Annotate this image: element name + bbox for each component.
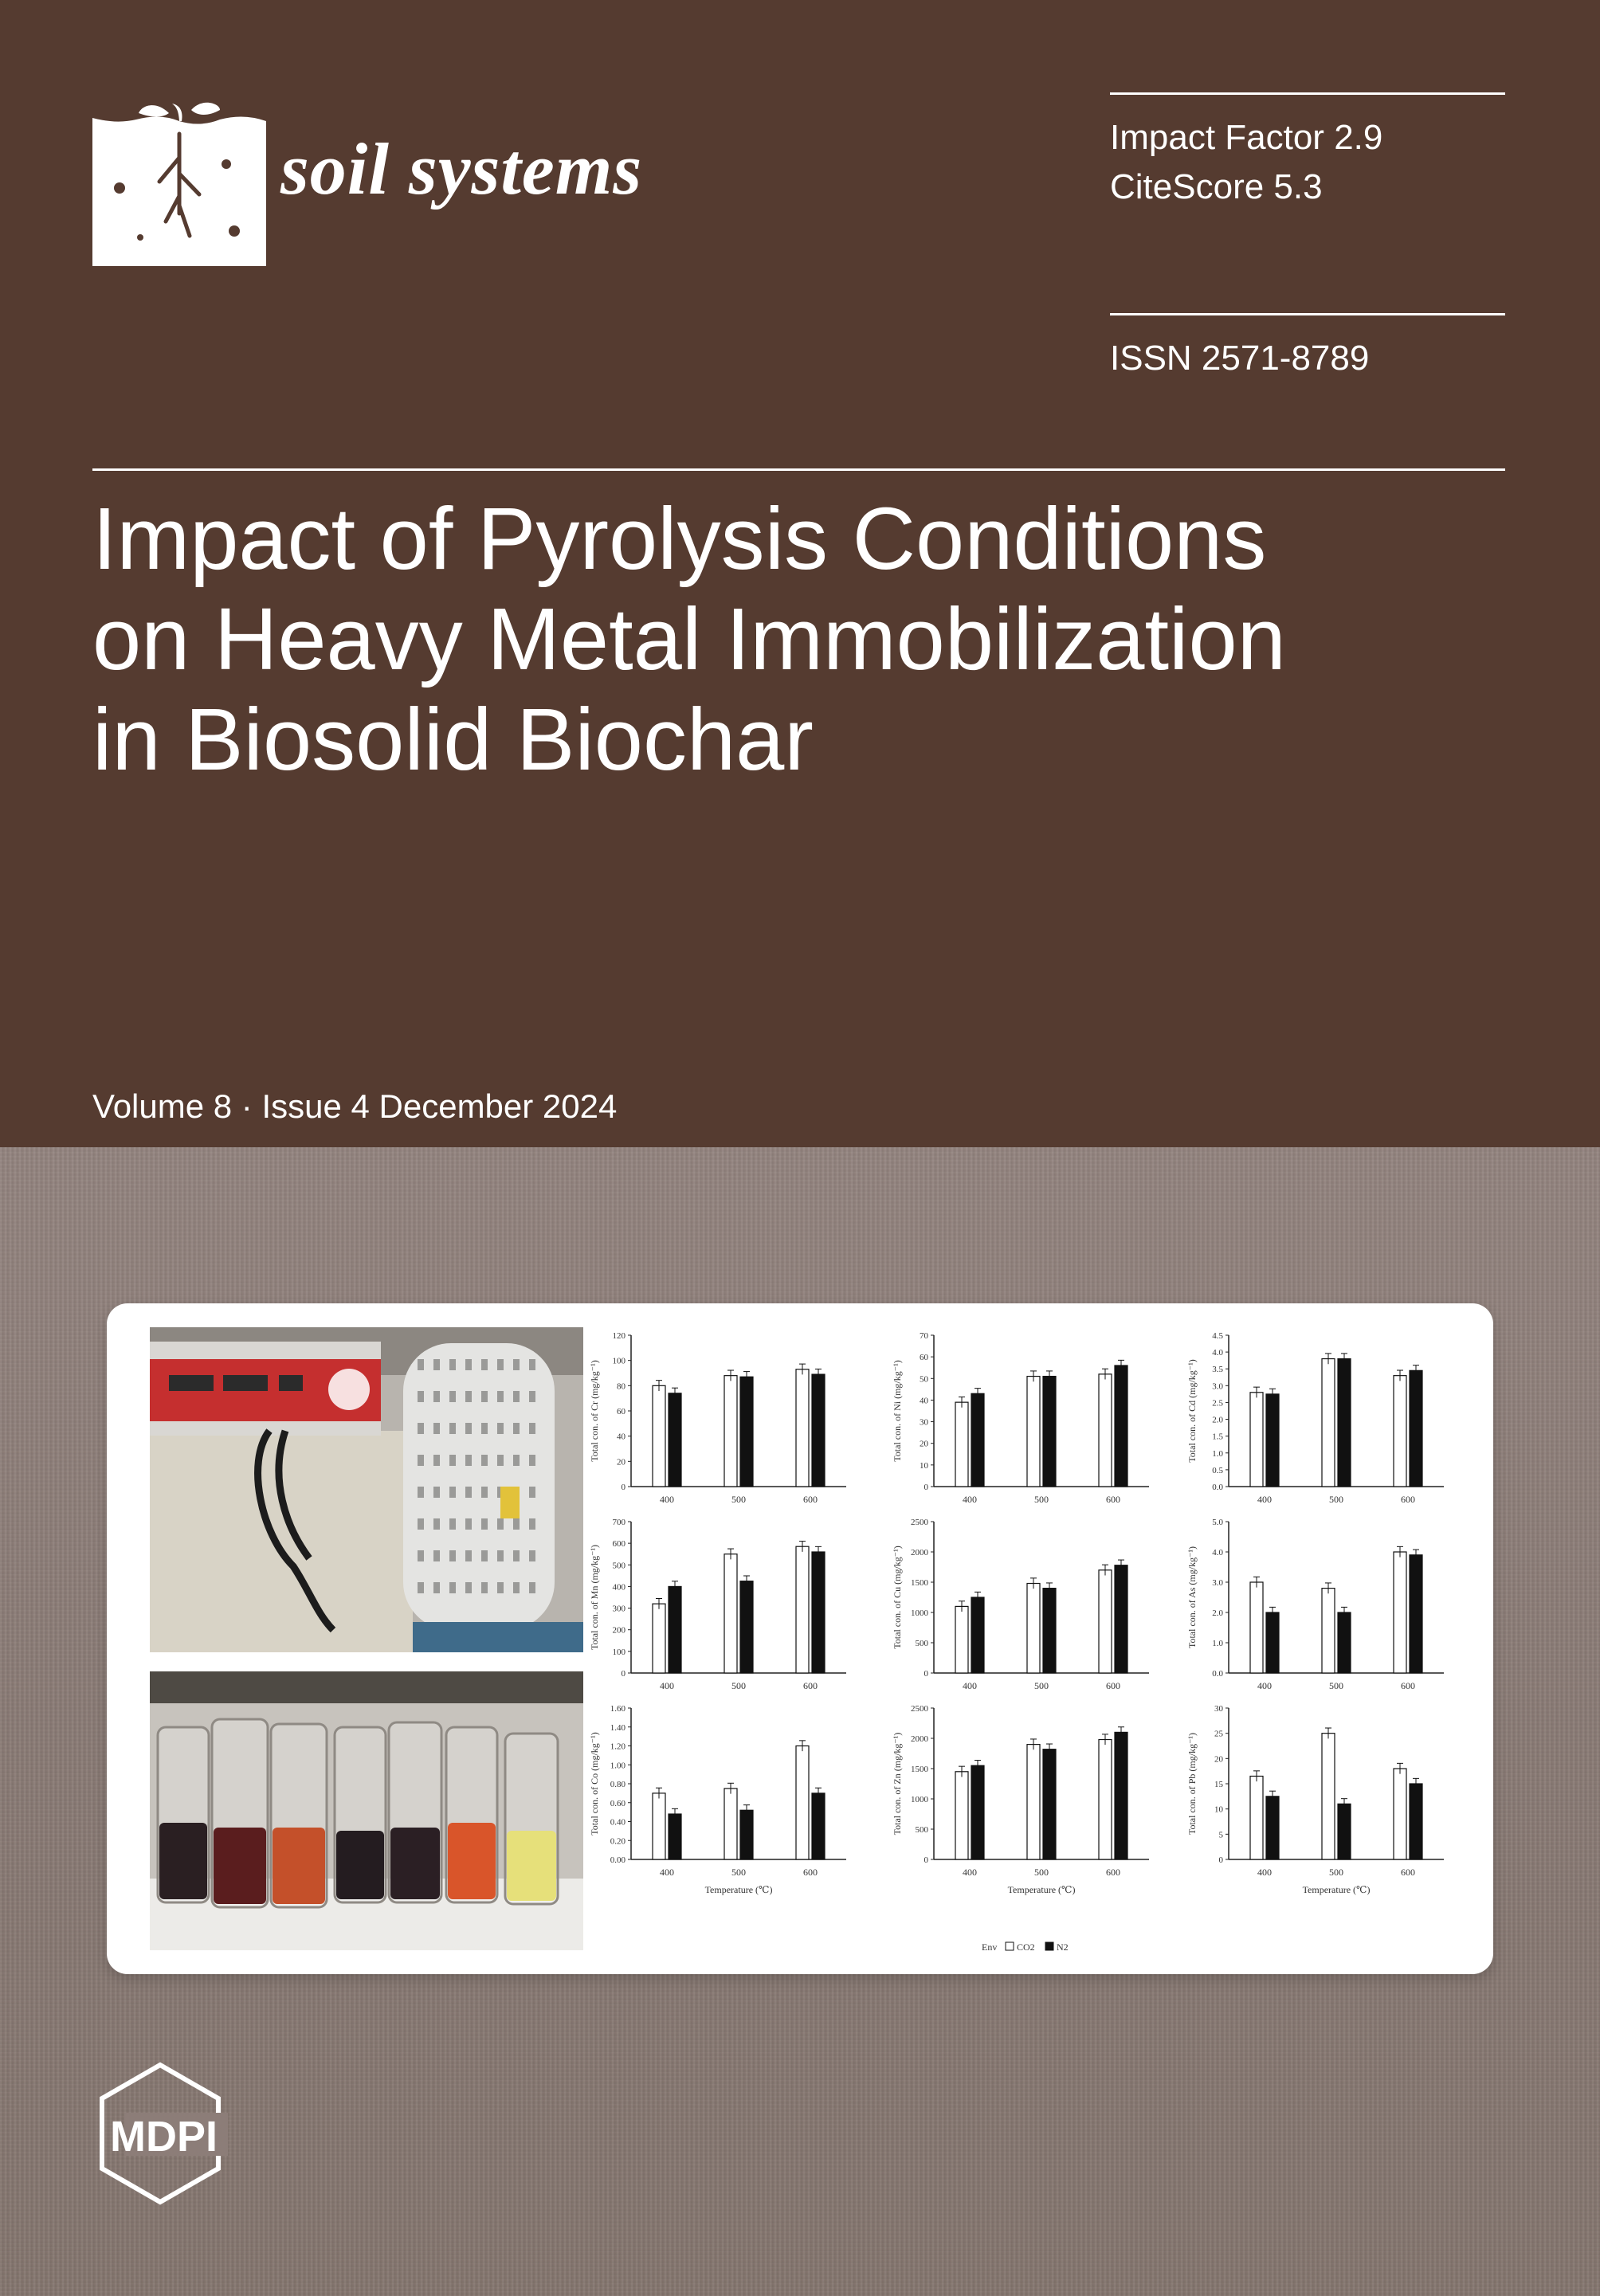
bar-co2 [1394,1769,1406,1859]
x-tick-label: 400 [1257,1867,1272,1878]
y-tick-label: 100 [612,1647,625,1657]
citescore: CiteScore 5.3 [1110,167,1323,206]
legend-label-co2: CO2 [1017,1941,1035,1953]
y-tick-label: 0.60 [610,1798,625,1808]
x-tick-label: 600 [1401,1494,1415,1505]
biochar-vials-photo [150,1671,583,1950]
x-tick-label: 500 [731,1867,746,1878]
x-tick-label: 600 [803,1494,818,1505]
bar-co2 [1250,1393,1263,1487]
x-tick-label: 400 [660,1494,674,1505]
y-tick-label: 0.80 [610,1780,625,1789]
bar-n2 [669,1814,681,1859]
x-tick-label: 600 [1106,1867,1120,1878]
bar-n2 [1338,1359,1351,1487]
bar-co2 [796,1369,809,1487]
bar-n2 [1115,1565,1127,1673]
y-tick-label: 70 [920,1331,928,1341]
bar-co2 [1322,1589,1335,1673]
header-rule-middle [1110,313,1505,315]
bar-n2 [812,1793,825,1859]
bar-n2 [740,1377,753,1487]
bar-n2 [971,1597,984,1673]
y-tick-label: 500 [915,1639,928,1648]
x-tick-label: 500 [731,1680,746,1691]
article-title-line: Impact of Pyrolysis Conditions [92,490,1267,588]
header-rule-top [1110,92,1505,95]
bar-co2 [1250,1777,1263,1860]
bar-co2 [1099,1740,1112,1859]
legend-label-n2: N2 [1057,1941,1069,1953]
bar-co2 [1322,1734,1335,1859]
bar-n2 [1410,1784,1422,1859]
bar-n2 [1338,1804,1351,1859]
x-tick-label: 400 [1257,1680,1272,1691]
y-tick-label: 0 [1218,1855,1223,1865]
bar-n2 [1266,1394,1279,1487]
y-tick-label: 5 [1218,1830,1223,1840]
x-tick-label: 400 [660,1867,674,1878]
x-tick-label: 400 [1257,1494,1272,1505]
y-tick-label: 1.20 [610,1742,625,1752]
y-tick-label: 1500 [911,1765,928,1774]
furnace-photo [150,1327,583,1652]
y-axis-label: Total con. of As (mg/kg⁻¹) [1186,1546,1198,1649]
y-axis-label: Total con. of Ni (mg/kg⁻¹) [892,1360,903,1462]
y-tick-label: 0 [621,1669,625,1679]
chart-grid [583,1319,1484,1973]
y-tick-label: 1.0 [1212,1639,1223,1648]
issue-info: Volume 8 · Issue 4 December 2024 [92,1087,618,1125]
x-tick-label: 400 [660,1680,674,1691]
y-tick-label: 4.5 [1212,1331,1223,1341]
bar-co2 [1027,1377,1040,1487]
x-tick-label: 600 [803,1680,818,1691]
y-tick-label: 4.0 [1212,1548,1223,1557]
x-axis-label: Temperature (℃) [1007,1884,1076,1895]
impact-factor: Impact Factor 2.9 [1110,118,1383,157]
y-tick-label: 300 [612,1604,625,1614]
y-tick-label: 700 [612,1518,625,1527]
bar-co2 [1099,1570,1112,1673]
y-tick-label: 5.0 [1212,1518,1223,1527]
y-tick-label: 3.0 [1212,1578,1223,1588]
legend-swatch-n2 [1045,1942,1053,1950]
y-tick-label: 0.00 [610,1855,625,1865]
y-axis-label: Total con. of Mn (mg/kg⁻¹) [589,1544,600,1651]
bar-co2 [724,1554,737,1673]
y-tick-label: 50 [920,1374,928,1385]
y-axis-label: Total con. of Co (mg/kg⁻¹) [589,1732,600,1836]
x-tick-label: 400 [963,1867,977,1878]
x-tick-label: 500 [1329,1680,1343,1691]
y-tick-label: 40 [617,1432,625,1442]
bar-n2 [1410,1555,1422,1673]
bar-n2 [1266,1796,1279,1859]
y-tick-label: 0.40 [610,1817,625,1828]
y-tick-label: 0.5 [1212,1465,1223,1475]
bar-n2 [1043,1589,1056,1673]
y-tick-label: 1.00 [610,1761,625,1771]
bar-co2 [653,1385,665,1487]
y-tick-label: 20 [1214,1754,1223,1765]
cover-figure-panel [107,1303,1493,1974]
y-tick-label: 0.0 [1212,1669,1223,1679]
bar-n2 [669,1393,681,1487]
bar-co2 [724,1376,737,1487]
y-tick-label: 30 [1214,1704,1223,1714]
bar-co2 [796,1546,809,1673]
bar-co2 [724,1789,737,1859]
y-tick-label: 25 [1214,1729,1223,1739]
y-tick-label: 20 [920,1439,928,1449]
y-tick-label: 0.20 [610,1836,625,1847]
y-tick-label: 2.0 [1212,1415,1223,1425]
y-tick-label: 0 [621,1483,625,1492]
bar-n2 [1043,1377,1056,1487]
issn: ISSN 2571-8789 [1110,339,1370,378]
bar-co2 [653,1604,665,1673]
y-tick-label: 10 [920,1460,928,1471]
bar-co2 [955,1606,968,1673]
y-tick-label: 120 [612,1331,625,1341]
y-tick-label: 60 [617,1407,625,1416]
bar-n2 [1115,1732,1127,1859]
bar-co2 [1250,1582,1263,1673]
y-tick-label: 1000 [911,1608,928,1618]
bar-n2 [971,1765,984,1859]
bar-co2 [1027,1745,1040,1859]
bar-co2 [1394,1552,1406,1673]
bar-n2 [812,1552,825,1673]
article-title-line: in Biosolid Biochar [92,691,814,789]
y-tick-label: 2000 [911,1548,928,1557]
x-tick-label: 600 [1106,1494,1120,1505]
y-axis-label: Total con. of Cr (mg/kg⁻¹) [589,1360,600,1462]
y-tick-label: 400 [612,1582,625,1593]
y-tick-label: 2500 [911,1518,928,1527]
x-tick-label: 500 [1034,1680,1049,1691]
y-tick-label: 0 [924,1483,928,1492]
x-tick-label: 500 [1034,1867,1049,1878]
y-tick-label: 2500 [911,1704,928,1714]
bar-n2 [812,1374,825,1487]
bar-n2 [1410,1370,1422,1487]
y-tick-label: 80 [617,1381,625,1392]
y-tick-label: 1.0 [1212,1448,1223,1459]
bar-n2 [1338,1612,1351,1673]
y-tick-label: 20 [617,1457,625,1467]
y-axis-label: Total con. of Zn (mg/kg⁻¹) [892,1732,903,1836]
y-tick-label: 40 [920,1396,928,1406]
x-tick-label: 400 [963,1494,977,1505]
bar-co2 [1322,1359,1335,1487]
x-axis-label: Temperature (℃) [1302,1884,1371,1895]
bar-co2 [955,1772,968,1859]
y-tick-label: 100 [612,1356,625,1366]
bar-n2 [740,1810,753,1859]
y-axis-label: Total con. of Pb (mg/kg⁻¹) [1186,1732,1198,1836]
y-tick-label: 0 [924,1669,928,1679]
y-tick-label: 10 [1214,1804,1223,1815]
y-tick-label: 600 [612,1539,625,1550]
soil-systems-logo-icon [92,102,266,266]
title-rule [92,468,1505,471]
y-tick-label: 200 [612,1625,625,1636]
x-tick-label: 500 [1329,1867,1343,1878]
bar-n2 [971,1393,984,1487]
bar-co2 [1394,1376,1406,1487]
y-tick-label: 1500 [911,1578,928,1588]
x-tick-label: 600 [1401,1867,1415,1878]
x-tick-label: 600 [1401,1680,1415,1691]
article-title-line: on Heavy Metal Immobilization [92,590,1286,688]
bar-co2 [955,1402,968,1487]
y-tick-label: 0 [924,1855,928,1865]
y-tick-label: 60 [920,1353,928,1363]
y-axis-label: Total con. of Cu (mg/kg⁻¹) [892,1546,903,1649]
legend-swatch-co2 [1006,1942,1014,1950]
y-tick-label: 1000 [911,1795,928,1804]
x-tick-label: 600 [803,1867,818,1878]
y-tick-label: 1.5 [1212,1432,1223,1442]
bar-n2 [1115,1365,1127,1487]
y-tick-label: 2000 [911,1734,928,1744]
x-tick-label: 500 [1034,1494,1049,1505]
cover-header [0,0,1600,1147]
y-tick-label: 1.60 [610,1704,625,1714]
x-tick-label: 500 [1329,1494,1343,1505]
y-tick-label: 3.5 [1212,1365,1223,1375]
y-tick-label: 0.0 [1212,1483,1223,1492]
y-tick-label: 15 [1214,1780,1223,1789]
y-axis-label: Total con. of Cd (mg/kg⁻¹) [1186,1359,1198,1463]
bar-co2 [653,1793,665,1859]
bar-co2 [1099,1374,1112,1487]
y-tick-label: 4.0 [1212,1348,1223,1358]
bar-n2 [669,1586,681,1673]
bar-co2 [1027,1584,1040,1673]
legend-env-label: Env [982,1941,998,1953]
y-tick-label: 500 [612,1561,625,1571]
bar-n2 [740,1581,753,1673]
mdpi-logo-text: MDPI [110,2113,218,2161]
bar-n2 [1266,1612,1279,1673]
y-tick-label: 500 [915,1825,928,1835]
y-tick-label: 1.40 [610,1722,625,1733]
x-tick-label: 500 [731,1494,746,1505]
y-tick-label: 2.0 [1212,1608,1223,1618]
x-axis-label: Temperature (℃) [704,1884,773,1895]
y-tick-label: 3.0 [1212,1381,1223,1392]
bar-co2 [796,1746,809,1860]
bar-n2 [1043,1749,1056,1859]
mdpi-logo [92,2062,228,2205]
article-title [92,489,1551,790]
x-tick-label: 600 [1106,1680,1120,1691]
y-tick-label: 2.5 [1212,1398,1223,1409]
x-tick-label: 400 [963,1680,977,1691]
journal-name: soil systems [280,128,643,210]
y-tick-label: 30 [920,1417,928,1428]
